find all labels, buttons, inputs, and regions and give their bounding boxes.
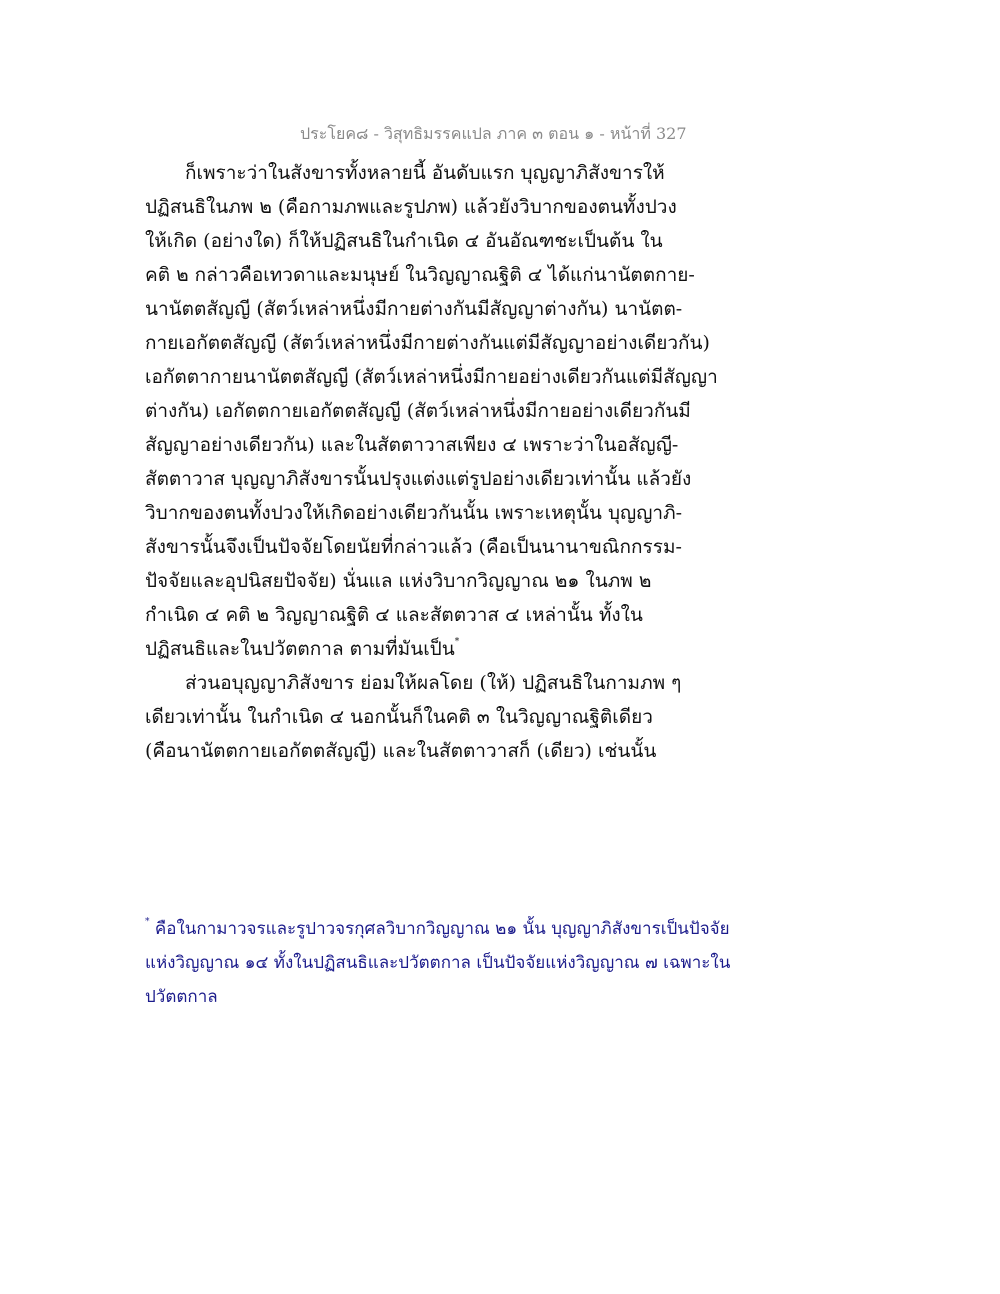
paragraph-1-line-text: ปฏิสนธิและในปวัตตกาล ตามที่มันเป็น [145, 638, 455, 660]
paragraph-1-last-line [145, 632, 735, 666]
paragraph-1-line: วิบากของตนทั้งปวงให้เกิดอย่างเดียวกันนั้น เพราะเหตุนั้น บุญญาภิ- [145, 502, 683, 524]
footnote-line: ปวัตตกาล [145, 987, 218, 1007]
paragraph-1-line: คติ ๒ กล่าวคือเทวดาและมนุษย์ ในวิญญาณฐิติ ๔ ได้แก่นานัตตกาย- [145, 264, 695, 286]
paragraph-1-line: สัญญาอย่างเดียวกัน) และในสัตตาวาสเพียง ๔ เพราะว่าในอสัญญี- [145, 434, 679, 456]
paragraph-1-line: กายเอกัตตสัญญี (สัตว์เหล่าหนึ่งมีกายต่างกันแต่มีสัญญาอย่างเดียวกัน) [145, 332, 710, 354]
footnote-reference-marker[interactable]: * [454, 637, 460, 647]
paragraph-2-line: เดียวเท่านั้น ในกำเนิด ๔ นอกนั้นก็ในคติ ๓ ในวิญญาณฐิติเดียว [145, 706, 653, 728]
footnote-marker: * [145, 917, 150, 927]
paragraph-1-line: ปัจจัยและอุปนิสยปัจจัย) นั่นแล แห่งวิบากวิญญาณ ๒๑ ในภพ ๒ [145, 570, 652, 592]
paragraph-1-line: กำเนิด ๔ คติ ๒ วิญญาณฐิติ ๔ และสัตตวาส ๔ เหล่านั้น ทั้งใน [145, 604, 643, 626]
paragraph-2-line: ส่วนอบุญญาภิสังขาร ย่อมให้ผลโดย (ให้) ปฏิสนธิในกามภพ ๆ [185, 672, 682, 694]
body-text [145, 156, 735, 768]
paragraph-1-line: นานัตตสัญญี (สัตว์เหล่าหนึ่งมีกายต่างกันมีสัญญาต่างกัน) นานัตต- [145, 298, 683, 320]
footnote-line [145, 912, 745, 946]
paragraph-1-line: ปฏิสนธิในภพ ๒ (คือกามภพและรูปภพ) แล้วยังวิบากของตนทั้งปวง [145, 196, 677, 218]
paragraph-1-line: ก็เพราะว่าในสังขารทั้งหลายนี้ อันดับแรก บุญญาภิสังขารให้ [185, 162, 665, 184]
footnote-line: แห่งวิญญาณ ๑๔ ทั้งในปฏิสนธิและปวัตตกาล เป็นปัจจัยแห่งวิญญาณ ๗ เฉพาะใน [145, 953, 731, 973]
paragraph-1-line: สังขารนั้นจึงเป็นปัจจัยโดยนัยที่กล่าวแล้ว (คือเป็นนานาขณิกกรรม- [145, 536, 682, 558]
paragraph-1-line: เอกัตตากายนานัตตสัญญี (สัตว์เหล่าหนึ่งมีกายอย่างเดียวกันแต่มีสัญญา [145, 366, 718, 388]
running-header: ประโยค๘ - วิสุทธิมรรคแปล ภาค ๓ ตอน ๑ - หน้าที่ 327 [300, 124, 687, 143]
paragraph-2-line: (คือนานัตตกายเอกัตตสัญญี) และในสัตตาวาสก็ (เดียว) เช่นนั้น [145, 740, 657, 762]
footnote-line-text: คือในกามาวจรและรูปาวจรกุศลวิบากวิญญาณ ๒๑ นั้น บุญญาภิสังขารเป็นปัจจัย [149, 919, 730, 939]
paragraph-1-line: สัตตาวาส บุญญาภิสังขารนั้นปรุงแต่งแต่รูปอย่างเดียวเท่านั้น แล้วยัง [145, 468, 692, 490]
paragraph-1-line: ให้เกิด (อย่างใด) ก็ให้ปฏิสนธิในกำเนิด ๔ อันอัณฑชะเป็นต้น ใน [145, 230, 663, 252]
footnote-block [145, 912, 745, 1014]
paragraph-1-line: ต่างกัน) เอกัตตกายเอกัตตสัญญี (สัตว์เหล่าหนึ่งมีกายอย่างเดียวกันมี [145, 400, 691, 422]
